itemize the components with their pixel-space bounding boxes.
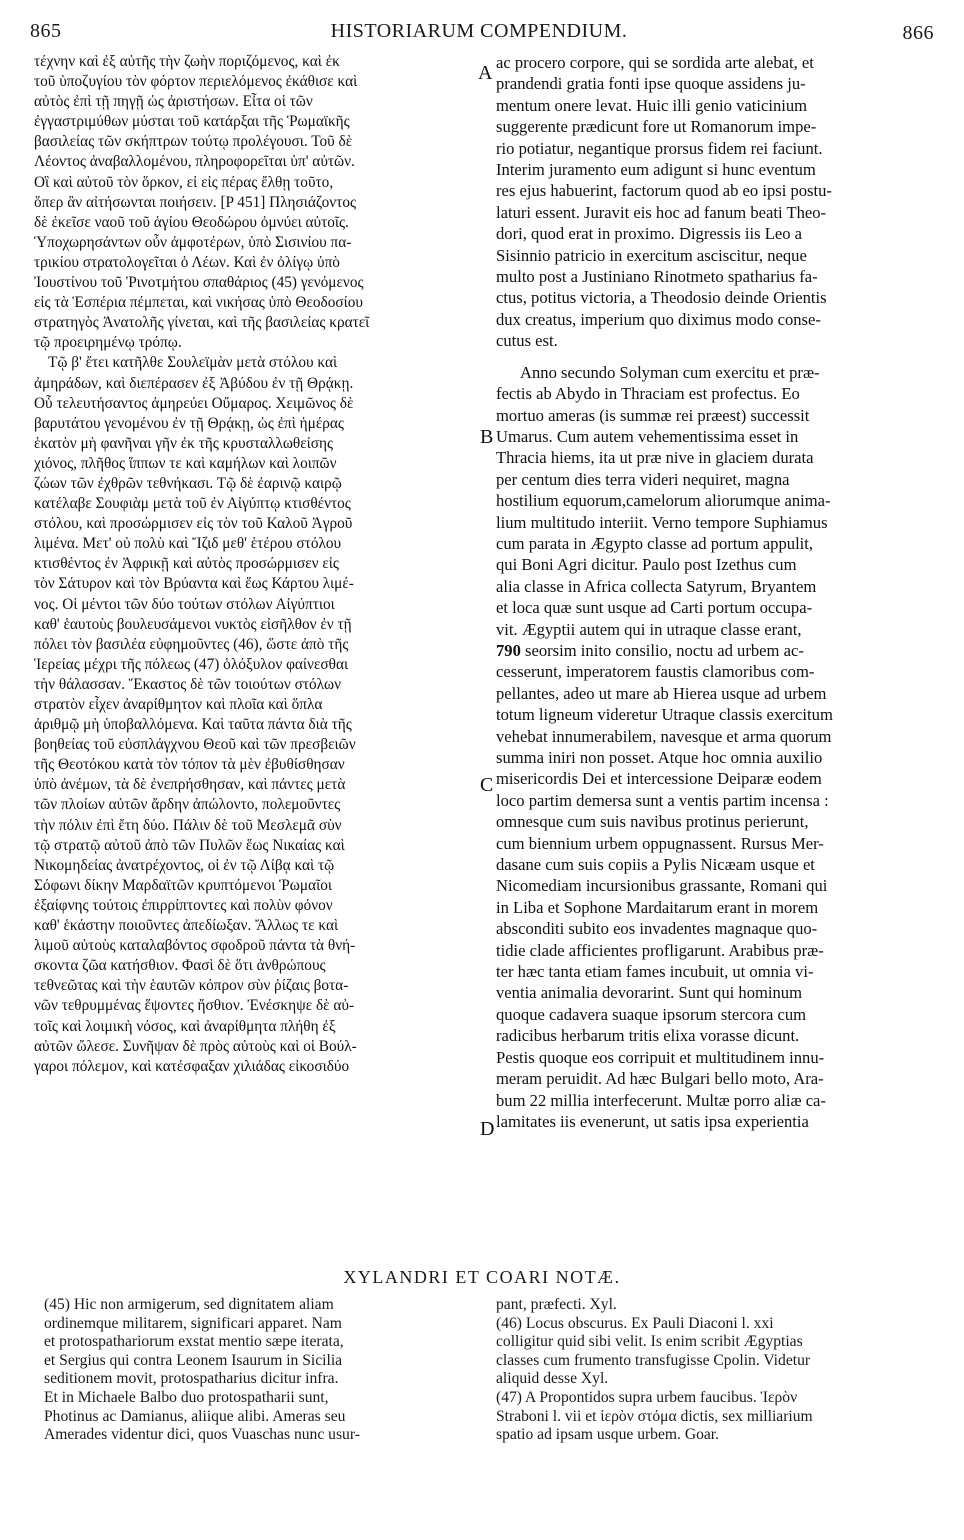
running-title: HISTORIARUM COMPENDIUM. (330, 20, 628, 42)
note-47: (47) A Propontidos supra urbem faucibus. Ἱερὸν Straboni l. vii et ἱερὸν στόμα dictis, sex milliarium spatio ad ipsam usque urbem. Goar. (496, 1388, 813, 1444)
section-marker-c: C (480, 774, 494, 796)
section-marker-a: A (478, 62, 493, 84)
section-marker-d: D (480, 1118, 495, 1140)
latin-paragraph-2 (496, 362, 928, 1133)
notes-title: XYLANDRI ET COARI NOTÆ. (343, 1267, 621, 1287)
notes-right-column (496, 1296, 928, 1445)
latin-paragraph-2b: seorsim inito consilio, noctu ad urbem ac- cesserunt, imperatorem faustis clamoribus com- pellantes, adeo ut mare ab Hierea usque ad urbem totum ligneum videretur Utraque classis exercitum vehebat innumerabilem, navesque et arma quorum summa iniri non posset. Atque hoc omnia auxilio misericordis Dei et intercessione Deiparæ eodem loco partim demersa sunt a ventis partim incensa : omnesque cum suis navibus protinus perierunt, cum biennium urbem oppugnassent. Rursus Mer- dasane cum suis copiis a Pylis Nicæam usque et Nicomediam incursionibus grassante, Romani qui in Liba et Sophone Mardaitarum erant in morem absconditi subito eos invadentes magnaque quo- tidie clade afficientes profligarunt. Arabibus præ- ter hæc tanta etiam fames incubuit, ut omnia vi- ventia animalia devorarint. Sunt qui hominum quoque cadavera suaque ipsorum stercora cum radicibus herbarum tritis elixa vorasse dicunt. Pestis quoque eos corripuit et multitudinem innu- meram peruidit. Ad hæc Bulgari bello moto, Ara- bum 22 millia interfecerunt. Multæ porro aliæ ca- lamitates iis evenerunt, ut satis ipsa experientia (496, 640, 833, 1131)
page-number-right: 866 (902, 22, 934, 44)
note-45-continuation: pant, præfecti. Xyl. (496, 1296, 617, 1313)
note-46: (46) Locus obscurus. Ex Pauli Diaconi l. xxi colligitur quid sibi velit. Is enim scribit Ægyptias classes cum frumento transfugisse Cpolin. Videtur aliquid desse Xyl. (496, 1314, 811, 1388)
greek-paragraph-1: τέχνην καὶ ἐξ αὐτῆς τὴν ζωὴν ποριζόμενος, καὶ ἐκ τοῦ ὑποζυγίου τὸν φόρτον περιελόμενος ἐκάθισε καὶ αὐτὸς ἐπὶ τῇ πηγῇ ὡς ἀριστήσων. Εἶτα οἱ τῶν ἐγγαστριμύθων μύσται τοῦ κατάρξαι τῆς Ῥωμαϊκῆς βασιλείας τῶν σκήπτρων τούτῳ προλέγουσι. Τοῦ δὲ Λέοντος ἀναβαλλομένου, πληροφορεῖται ὑπ' αὐτῶν. Οἳ καὶ αὐτοῦ τὸν ὅρκον, εἰ εἰς πέρας ἔλθῃ τοῦτο, ὅπερ ἂν αἰτήσωνται ποιήσειν. [P 451] Πλησιάζοντος δὲ ἐκεῖσε ναοῦ τοῦ ἁγίου Θεοδώρου ὀμνύει αὐτοῖς. Ὑποχωρησάντων οὖν ἀμφοτέρων, ὑπὸ Σισινίου πα- τρικίου στρατολογεῖται ὁ Λέων. Καὶ ἐν ὀλίγῳ ὑπὸ Ἰουστίνου τοῦ Ῥινοτμήτου σπαθάριος (45) γενόμενος εἰς τὰ Ἑσπέρια πέμπεται, καὶ νικήσας ὑπὸ Θεοδοσίου στρατηγὸς Ἀνατολῆς γίνεται, καὶ τῆς βασιλείας κρατεῖ τῷ προειρημένῳ τρόπῳ. (34, 53, 370, 352)
greek-column (34, 52, 480, 1077)
latin-column (496, 52, 928, 1132)
page-number-left: 865 (30, 20, 62, 42)
greek-paragraph-2: Τῷ β' ἔτει κατῆλθε Σουλεϊμὰν μετὰ στόλου καὶ ἀμηράδων, καὶ διεπέρασεν ἐξ Ἀβύδου ἐν τῇ Θρᾴκῃ. Οὗ τελευτήσαντος ἀμηρεύει Οὔμαρος. Χειμῶνος δὲ βαρυτάτου γενομένου ἐν τῇ Θρᾴκῃ, ὡς ἐπὶ ἡμέρας ἑκατὸν μὴ φανῆναι γῆν ἐκ τῆς κρυσταλλωθείσης χιόνος, πλῆθος ἵππων τε καὶ καμήλων καὶ λοιπῶν ζώων τῶν ἐχθρῶν τεθνήκασι. Τῷ δὲ ἐαρινῷ καιρῷ κατέλαβε Σουφιὰμ μετὰ τοῦ ἐν Αἰγύπτῳ κτισθέντος στόλου, καὶ προσώρμισεν εἰς τὸν τοῦ Καλοῦ Ἀγροῦ λιμένα. Μετ' οὐ πολὺ καὶ Ἴζιδ μεθ' ἑτέρου στόλου κτισθέντος ἐν Ἀφρικῇ καὶ αὐτὸς προσώρμισεν εἰς τὸν Σάτυρον καὶ τὸν Βρύαντα καὶ ἕως Κάρτου λιμέ- νος. Οἱ μέντοι τῶν δύο τούτων στόλων Αἰγύπτιοι καθ' ἑαυτοὺς βουλευσάμενοι νυκτὸς εἰσῆλθον ἐν τῇ πόλει τὸν βασιλέα εὐφημοῦντες (46), ὥστε ἀπὸ τῆς Ἱερείας μέχρι τῆς πόλεως (47) ὁλόξυλον φαίνεσθαι τὴν θάλασσαν. Ἕκαστος δὲ τῶν τοιούτων στόλων στρατὸν εἶχεν ἀναρίθμητον καὶ πλοῖα καὶ ὅπλα ἀριθμῷ μὴ ὑποβαλλόμενα. Καὶ ταῦτα πάντα διὰ τῆς βοηθείας τοῦ εὐσπλάγχνου Θεοῦ καὶ τῶν πρεσβειῶν τῆς Θεοτόκου κατὰ τὸν τόπον τὰ μὲν ἐβυθίσθησαν ὑπὸ ἀνέμων, τὰ δὲ ἐνεπρήσθησαν, καὶ πάντες μετὰ τῶν πλοίων αὐτῶν ἄρδην ἀπώλοντο, πολεμοῦντες τὴν πόλιν ἐπὶ ἔτη δύο. Πάλιν δὲ τοῦ Μεσλεμᾶ σὺν τῷ στρατῷ αὐτοῦ ἀπὸ τῶν Πυλῶν ἕως Νικαίας καὶ Νικομηδείας ἀνατρέχοντος, οἱ ἐν τῷ Λίβᾳ καὶ τῷ Σόφωνι δίκην Μαρδαϊτῶν κρυπτόμενοι Ῥωμαῖοι ἐξαίφνης τούτοις ἐπιρρίπτοντες καὶ πολὺν φόνον καθ' ἑκάστην ποιοῦντες ἀπεδίωξαν. Ἄλλως τε καὶ λιμοῦ αὐτοὺς καταλαβόντος σφοδροῦ πάντα τὰ θνή- σκοντα ζῶα κατήσθιον. Φασὶ δὲ ὅτι ἀνθρώπους τεθνεῶτας καὶ τὴν ἑαυτῶν κόπρον σὺν ῥίζαις βοτα- νῶν τεθρυμμένας ἕψοντες ἤσθιον. Ἐνέσκηψε δὲ αὐ- τοῖς καὶ λοιμικὴ νόσος, καὶ ἀναρίθμητα πλήθη ἐξ αὐτῶν ὤλεσε. Συνῆψαν δὲ πρὸς αὐτοὺς καὶ οἱ Βούλ- γαροι πόλεμον, καὶ κατέσφαξαν χιλιάδας εἰκοσιδύο (34, 354, 357, 1075)
column-number: 790 (496, 640, 521, 660)
page-header (24, 14, 934, 44)
note-45: (45) Hic non armigerum, sed dignitatem aliam ordinemque militarem, significari apparet. Nam et protospathariorum exstat mentio sæpe iterata, et Sergius qui contra Leonem Isaurum in Sicilia seditionem movit, protospatharius dicitur infra. Et in Michaele Balbo duo protospatharii sunt, Photinus ac Damianus, aliique alibi. Ameras seu Amerades videntur dici, quos Vuaschas nunc usur- (44, 1296, 360, 1444)
section-marker-b: B (480, 426, 494, 448)
latin-paragraph-2a: Anno secundo Solyman cum exercitu et præ- fectis ab Abydo in Thraciam est profectus. Eo mortuo ameras (is summæ rei præest) successit Umarus. Cum autem vehementissima esset in Thracia hiems, ita ut præ nive in glaciem durata per centum dies terra videri nequiret, magna hostilium equorum,camelorum aliorumque anima- lium multitudo interiit. Verno tempore Suphiamus cum parata in Ægypto classe ad portum appulit, qui Boni Agri dicitur. Paulo post Izethus cum alia classe in Africa collecta Satyrum, Bryantem et loca quæ sunt usque ad Carti portum occupa- vit. Ægyptii autem qui in utraque classe erant, (496, 362, 831, 639)
notes-left-column (44, 1296, 468, 1445)
latin-paragraph-1: ac procero corpore, qui se sordida arte alebat, et prandendi gratia fonti ipse quoque assidens ju- mentum onere levat. Huic illi genio vaticinium suggerente prædicunt fore ut Romanorum impe- rio potiatur, negantique prorsus fidem rei faciunt. Interim juramento eum adigunt si hunc eventum res ejus habuerint, factorum quod ab eo ipsi postu- laturi essent. Juravit eis hoc ad fanum beati Theo- dori, quod erat in proximo. Digressis iis Leo a Sisinnio patricio in exercitum asciscitur, neque multo post a Justiniano Rinotmeto spatharius fa- ctus, potitus victoria, a Theodosio deinde Orientis dux creatus, imperium quo diximus modo conse- cutus est. (496, 53, 832, 351)
